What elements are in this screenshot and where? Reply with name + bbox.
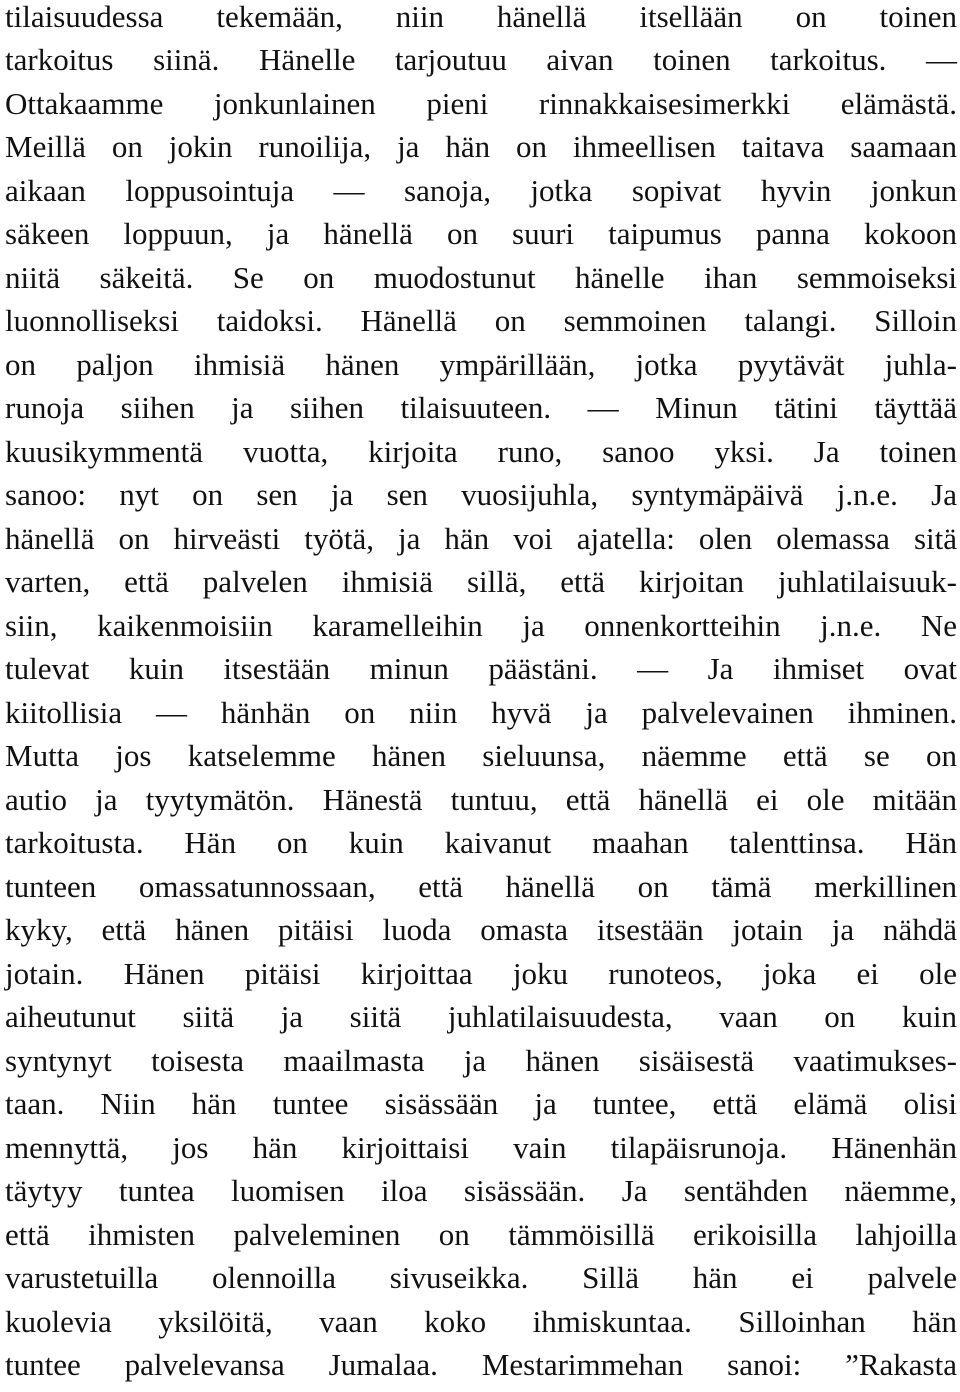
text-line: runoja siihen ja siihen tilaisuuteen. — Minun tätini täyttää (5, 390, 957, 425)
text-line: tilaisuudessa tekemään, niin hänellä itsellään on toinen (5, 0, 957, 34)
text-line: aiheutunut siitä ja siitä juhlatilaisuudesta, vaan on kuin (5, 999, 957, 1034)
text-line: varustetuilla olennoilla sivuseikka. Sillä hän ei palvele (5, 1260, 957, 1295)
text-line: kyky, että hänen pitäisi luoda omasta itsestään jotain ja nähdä (5, 912, 957, 947)
text-line: Mutta jos katselemme hänen sieluunsa, näemme että se on (5, 738, 957, 773)
text-line: taan. Niin hän tuntee sisässään ja tuntee, että elämä olisi (5, 1086, 957, 1121)
text-line: tarkoitus siinä. Hänelle tarjoutuu aivan toinen tarkoitus. — (5, 42, 957, 77)
text-line: kuolevia yksilöitä, vaan koko ihmiskuntaa. Silloinhan hän (5, 1304, 957, 1339)
text-line: Ottakaamme jonkunlainen pieni rinnakkaisesimerkki elämästä. (5, 86, 957, 121)
text-line: kuusikymmentä vuotta, kirjoita runo, sanoo yksi. Ja toinen (5, 434, 957, 469)
text-line: varten, että palvelen ihmisiä sillä, että kirjoitan juhlatilaisuuk- (5, 564, 957, 599)
text-line: jotain. Hänen pitäisi kirjoittaa joku runoteos, joka ei ole (5, 956, 957, 991)
text-line: hänellä on hirveästi työtä, ja hän voi ajatella: olen olemassa sitä (5, 521, 957, 556)
text-line: luonnolliseksi taidoksi. Hänellä on semmoinen talangi. Silloin (5, 303, 957, 338)
text-line: kiitollisia — hänhän on niin hyvä ja palvelevainen ihminen. (5, 695, 957, 730)
text-line: autio ja tyytymätön. Hänestä tuntuu, että hänellä ei ole mitään (5, 782, 957, 817)
text-line: tuntee palvelevansa Jumalaa. Mestarimmehan sanoi: ”Rakasta (5, 1347, 957, 1382)
text-line: tunteen omassatunnossaan, että hänellä on tämä merkillinen (5, 869, 957, 904)
text-line: niitä säkeitä. Se on muodostunut hänelle ihan semmoiseksi (5, 260, 957, 295)
text-line: että ihmisten palveleminen on tämmöisillä erikoisilla lahjoilla (5, 1217, 957, 1252)
text-line: sanoo: nyt on sen ja sen vuosijuhla, syntymäpäivä j.n.e. Ja (5, 477, 957, 512)
text-line: mennyttä, jos hän kirjoittaisi vain tilapäisrunoja. Hänenhän (5, 1130, 957, 1165)
text-line: tulevat kuin itsestään minun päästäni. — Ja ihmiset ovat (5, 651, 957, 686)
text-line: siin, kaikenmoisiin karamelleihin ja onnenkortteihin j.n.e. Ne (5, 608, 957, 643)
text-line: Meillä on jokin runoilija, ja hän on ihmeellisen taitava saamaan (5, 129, 957, 164)
text-line: syntynyt toisesta maailmasta ja hänen sisäisestä vaatimukses- (5, 1043, 957, 1078)
text-line: on paljon ihmisiä hänen ympärillään, jotka pyytävät juhla- (5, 347, 957, 382)
text-line: täytyy tuntea luomisen iloa sisässään. Ja sentähden näemme, (5, 1173, 957, 1208)
text-line: säkeen loppuun, ja hänellä on suuri taipumus panna kokoon (5, 216, 957, 251)
text-line: aikaan loppusointuja — sanoja, jotka sopivat hyvin jonkun (5, 173, 957, 208)
text-line: tarkoitusta. Hän on kuin kaivanut maahan talenttinsa. Hän (5, 825, 957, 860)
